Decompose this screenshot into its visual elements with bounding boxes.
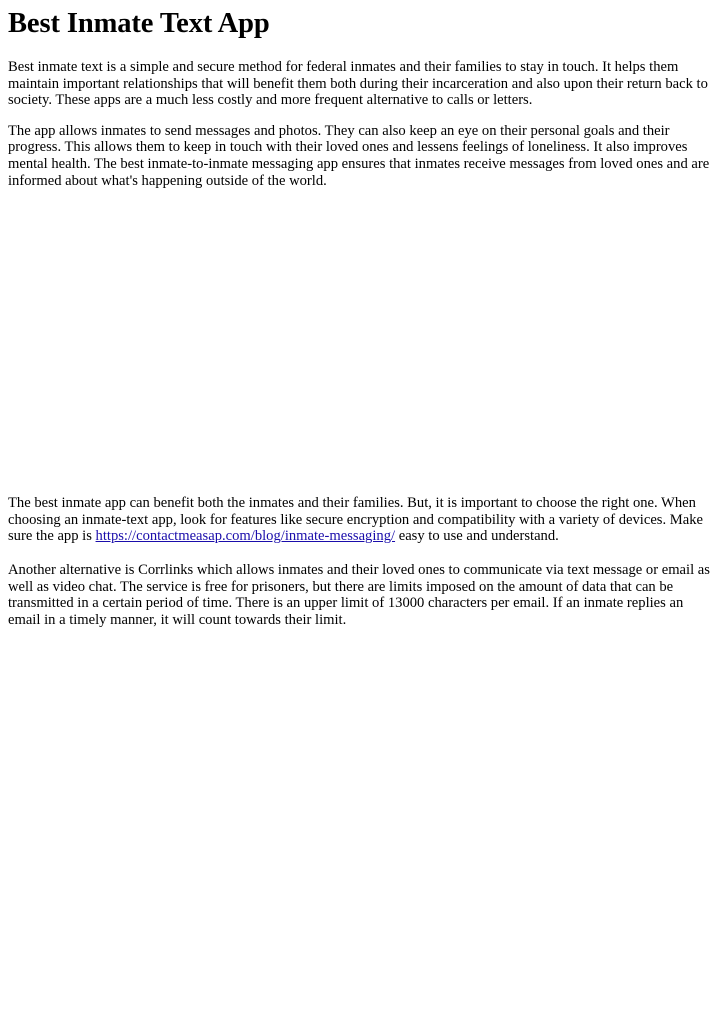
choosing-app-text: The best inmate app can benefit both the inmates and their families. But, it is important to choose the right one. When choosing an inmate-text app, look for features like secure encryption and compatibility with a variety of devices. Make sure the app is xyxy=(8,495,703,545)
intro-paragraph: Best inmate text is a simple and secure method for federal inmates and their families to stay in touch. It helps them maintain important relationships that will benefit them both during their incarceration and also upon their return back to society. These apps are a much less costly and more frequent alternative to calls or letters. xyxy=(8,59,708,109)
article-page xyxy=(8,0,712,628)
corrlinks-paragraph: Another alternative is Corrlinks which allows inmates and their loved ones to communicate via text message or email as well as video chat. The service is free for prisoners, but there are limits imposed on the amount of data that can be transmitted in a certain period of time. There is an upper limit of 13000 characters per email. If an inmate replies an email in a timely manner, it will count towards their limit. xyxy=(8,561,710,628)
choosing-app-paragraph xyxy=(8,495,712,545)
features-paragraph: The app allows inmates to send messages and photos. They can also keep an eye on their personal goals and their progress. This allows them to keep in touch with their loved ones and lessens feelings of loneliness. It also improves mental health. The best inmate-to-inmate messaging app ensures that inmates receive messages from loved ones and are informed about what's happening outside of the world. xyxy=(8,122,710,189)
blank-media-area xyxy=(8,189,712,495)
choosing-app-text-end: easy to use and understand. xyxy=(395,528,559,545)
page-title: Best Inmate Text App xyxy=(8,8,270,39)
inmate-messaging-link[interactable]: https://contactmeasap.com/blog/inmate-messaging/ xyxy=(95,528,396,545)
